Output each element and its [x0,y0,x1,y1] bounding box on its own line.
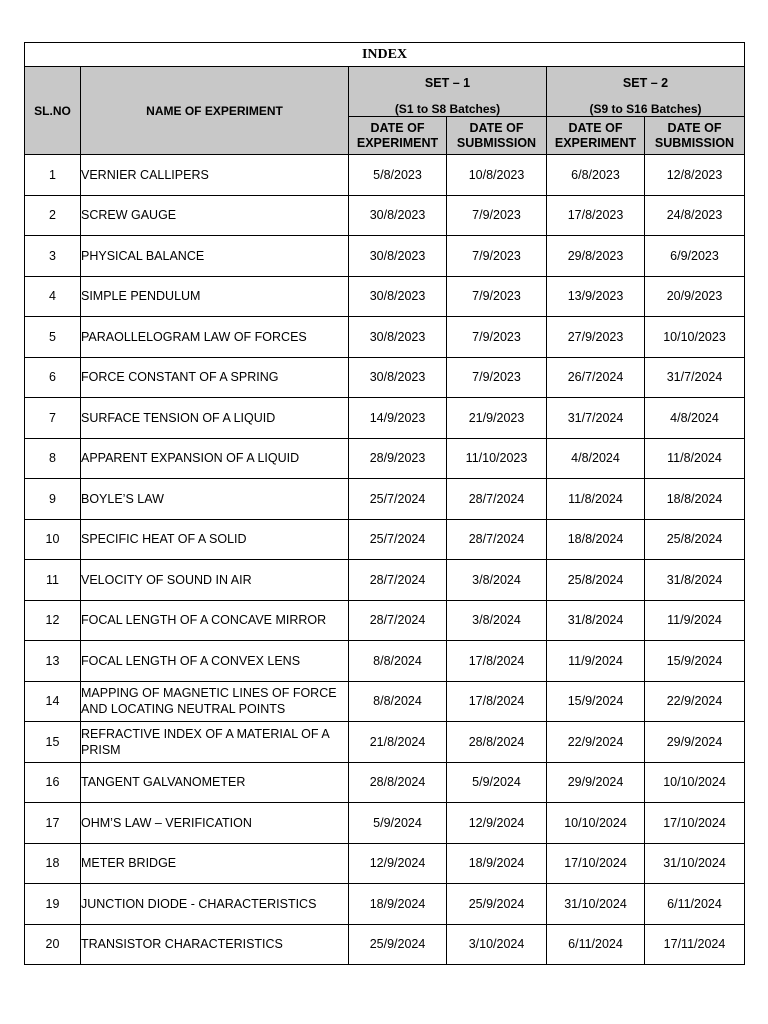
experiment-name-cell: JUNCTION DIODE - CHARACTERISTICS [81,884,349,925]
table-row [25,560,745,601]
set1-experiment-date-cell: 30/8/2023 [349,357,447,398]
sl-no-cell: 7 [25,398,81,439]
set2-submission-date-cell: 31/10/2024 [645,843,745,884]
set1-experiment-date-cell: 25/7/2024 [349,519,447,560]
sl-no-cell: 5 [25,317,81,358]
set1-experiment-date-cell: 18/9/2024 [349,884,447,925]
set2-submission-date-cell: 31/7/2024 [645,357,745,398]
set2-experiment-date-cell: 22/9/2024 [547,722,645,763]
set2-submission-date-cell: 17/11/2024 [645,924,745,965]
set2-submission-date-cell: 24/8/2023 [645,195,745,236]
set1-submission-date-cell: 21/9/2023 [447,398,547,439]
set2-submission-date-cell: 22/9/2024 [645,681,745,722]
set1-date-experiment-header: DATE OF EXPERIMENT [349,117,447,155]
set2-experiment-date-cell: 11/9/2024 [547,641,645,682]
table-row [25,236,745,277]
sl-no-cell: 15 [25,722,81,763]
set2-batches: (S9 to S16 Batches) [589,102,702,116]
set1-submission-date-cell: 7/9/2023 [447,317,547,358]
experiment-name-cell: REFRACTIVE INDEX OF A MATERIAL OF A PRISM [81,722,349,763]
table-row [25,722,745,763]
experiment-name-cell: FORCE CONSTANT OF A SPRING [81,357,349,398]
set1-submission-date-cell: 28/7/2024 [447,519,547,560]
experiment-name-cell: PHYSICAL BALANCE [81,236,349,277]
set1-experiment-date-cell: 30/8/2023 [349,276,447,317]
set1-experiment-date-cell: 28/8/2024 [349,762,447,803]
sl-no-cell: 19 [25,884,81,925]
set2-experiment-date-cell: 29/8/2023 [547,236,645,277]
table-row [25,600,745,641]
sl-no-cell: 2 [25,195,81,236]
set2-experiment-date-cell: 6/8/2023 [547,155,645,196]
table-row [25,317,745,358]
set2-submission-date-cell: 11/8/2024 [645,438,745,479]
set1-submission-date-cell: 7/9/2023 [447,236,547,277]
table-row [25,924,745,965]
set2-experiment-date-cell: 31/8/2024 [547,600,645,641]
sl-no-cell: 3 [25,236,81,277]
set1-date-submission-header: DATE OF SUBMISSION [447,117,547,155]
set1-experiment-date-cell: 25/7/2024 [349,479,447,520]
set2-experiment-date-cell: 18/8/2024 [547,519,645,560]
table-row [25,276,745,317]
experiment-name-cell: FOCAL LENGTH OF A CONCAVE MIRROR [81,600,349,641]
set2-submission-date-cell: 4/8/2024 [645,398,745,439]
experiment-name-cell: OHM’S LAW – VERIFICATION [81,803,349,844]
set1-submission-date-cell: 7/9/2023 [447,195,547,236]
set2-submission-date-cell: 11/9/2024 [645,600,745,641]
set2-experiment-date-cell: 10/10/2024 [547,803,645,844]
set2-experiment-date-cell: 29/9/2024 [547,762,645,803]
set1-experiment-date-cell: 28/9/2023 [349,438,447,479]
set1-submission-date-cell: 17/8/2024 [447,641,547,682]
sl-no-cell: 13 [25,641,81,682]
set2-experiment-date-cell: 17/8/2023 [547,195,645,236]
set2-submission-date-cell: 6/11/2024 [645,884,745,925]
set2-experiment-date-cell: 26/7/2024 [547,357,645,398]
experiment-name-cell: APPARENT EXPANSION OF A LIQUID [81,438,349,479]
index-table [24,42,745,965]
set1-submission-date-cell: 17/8/2024 [447,681,547,722]
set2-experiment-date-cell: 17/10/2024 [547,843,645,884]
set2-submission-date-cell: 10/10/2023 [645,317,745,358]
table-row [25,398,745,439]
set2-experiment-date-cell: 4/8/2024 [547,438,645,479]
table-row [25,479,745,520]
table-row [25,519,745,560]
set2-submission-date-cell: 29/9/2024 [645,722,745,763]
experiment-name-cell: METER BRIDGE [81,843,349,884]
set1-submission-date-cell: 7/9/2023 [447,276,547,317]
set2-submission-date-cell: 20/9/2023 [645,276,745,317]
sl-no-cell: 4 [25,276,81,317]
sl-no-cell: 10 [25,519,81,560]
set2-submission-date-cell: 10/10/2024 [645,762,745,803]
set1-experiment-date-cell: 30/8/2023 [349,195,447,236]
set2-submission-date-cell: 6/9/2023 [645,236,745,277]
set1-submission-date-cell: 3/10/2024 [447,924,547,965]
set2-experiment-date-cell: 25/8/2024 [547,560,645,601]
page-title: INDEX [25,43,745,67]
set1-submission-date-cell: 28/7/2024 [447,479,547,520]
set2-submission-date-cell: 15/9/2024 [645,641,745,682]
sl-no-cell: 18 [25,843,81,884]
experiment-name-cell: SPECIFIC HEAT OF A SOLID [81,519,349,560]
set2-experiment-date-cell: 31/10/2024 [547,884,645,925]
table-row [25,641,745,682]
set1-experiment-date-cell: 21/8/2024 [349,722,447,763]
set2-submission-date-cell: 31/8/2024 [645,560,745,601]
set2-submission-date-cell: 12/8/2023 [645,155,745,196]
experiment-name-cell: BOYLE’S LAW [81,479,349,520]
set1-experiment-date-cell: 28/7/2024 [349,600,447,641]
table-row [25,357,745,398]
set1-experiment-date-cell: 5/9/2024 [349,803,447,844]
set1-header [349,67,547,117]
experiment-rows [25,155,745,965]
experiment-name-cell: VELOCITY OF SOUND IN AIR [81,560,349,601]
set2-experiment-date-cell: 31/7/2024 [547,398,645,439]
set1-experiment-date-cell: 14/9/2023 [349,398,447,439]
table-row [25,155,745,196]
set2-date-submission-header: DATE OF SUBMISSION [645,117,745,155]
table-row [25,884,745,925]
sl-no-cell: 1 [25,155,81,196]
sl-no-cell: 16 [25,762,81,803]
table-row [25,803,745,844]
table-row [25,438,745,479]
set2-experiment-date-cell: 11/8/2024 [547,479,645,520]
sl-no-cell: 17 [25,803,81,844]
sl-no-cell: 12 [25,600,81,641]
set1-submission-date-cell: 25/9/2024 [447,884,547,925]
set1-name: SET – 1 [424,76,471,90]
set1-experiment-date-cell: 8/8/2024 [349,681,447,722]
sl-no-cell: 11 [25,560,81,601]
set2-submission-date-cell: 17/10/2024 [645,803,745,844]
table-row [25,843,745,884]
set2-submission-date-cell: 25/8/2024 [645,519,745,560]
sl-no-cell: 6 [25,357,81,398]
set2-experiment-date-cell: 27/9/2023 [547,317,645,358]
set1-experiment-date-cell: 8/8/2024 [349,641,447,682]
set1-experiment-date-cell: 5/8/2023 [349,155,447,196]
experiment-name-cell: FOCAL LENGTH OF A CONVEX LENS [81,641,349,682]
experiment-name-cell: TANGENT GALVANOMETER [81,762,349,803]
set1-experiment-date-cell: 25/9/2024 [349,924,447,965]
set2-experiment-date-cell: 15/9/2024 [547,681,645,722]
sl-no-cell: 14 [25,681,81,722]
sl-no-cell: 20 [25,924,81,965]
set1-submission-date-cell: 18/9/2024 [447,843,547,884]
experiment-name-cell: PARAOLLELOGRAM LAW OF FORCES [81,317,349,358]
set1-submission-date-cell: 12/9/2024 [447,803,547,844]
set1-submission-date-cell: 10/8/2023 [447,155,547,196]
experiment-name-cell: SCREW GAUGE [81,195,349,236]
set1-submission-date-cell: 11/10/2023 [447,438,547,479]
table-row [25,195,745,236]
set2-experiment-date-cell: 6/11/2024 [547,924,645,965]
sl-no-cell: 8 [25,438,81,479]
experiment-name-cell: SURFACE TENSION OF A LIQUID [81,398,349,439]
set2-experiment-date-cell: 13/9/2023 [547,276,645,317]
set1-experiment-date-cell: 28/7/2024 [349,560,447,601]
slno-header: SL.NO [25,67,81,155]
experiment-name-header: NAME OF EXPERIMENT [81,67,349,155]
sl-no-cell: 9 [25,479,81,520]
set1-experiment-date-cell: 30/8/2023 [349,317,447,358]
set1-submission-date-cell: 7/9/2023 [447,357,547,398]
experiment-name-cell: VERNIER CALLIPERS [81,155,349,196]
experiment-name-cell: TRANSISTOR CHARACTERISTICS [81,924,349,965]
experiment-name-cell: SIMPLE PENDULUM [81,276,349,317]
set1-submission-date-cell: 3/8/2024 [447,600,547,641]
set1-submission-date-cell: 3/8/2024 [447,560,547,601]
set1-experiment-date-cell: 30/8/2023 [349,236,447,277]
set2-submission-date-cell: 18/8/2024 [645,479,745,520]
set1-batches: (S1 to S8 Batches) [394,102,501,116]
set1-submission-date-cell: 5/9/2024 [447,762,547,803]
set2-name: SET – 2 [622,76,669,90]
set2-date-experiment-header: DATE OF EXPERIMENT [547,117,645,155]
set1-experiment-date-cell: 12/9/2024 [349,843,447,884]
set2-header [547,67,745,117]
experiment-name-cell: MAPPING OF MAGNETIC LINES OF FORCE AND LOCATING NEUTRAL POINTS [81,681,349,722]
set1-submission-date-cell: 28/8/2024 [447,722,547,763]
table-row [25,762,745,803]
table-row [25,681,745,722]
